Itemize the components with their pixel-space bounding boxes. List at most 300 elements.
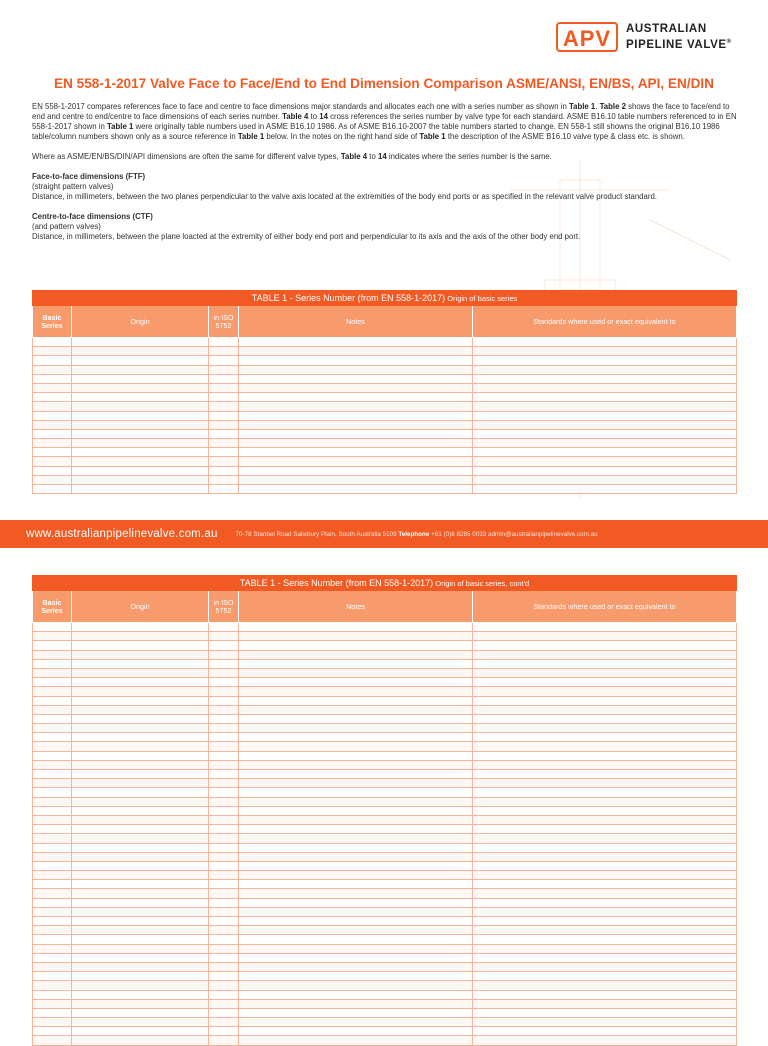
logo-mark: APV [556, 22, 618, 52]
table-row [33, 678, 737, 687]
table-row [33, 687, 737, 696]
table-cell [239, 338, 473, 347]
table-cell [33, 687, 72, 696]
footer-bar [0, 520, 768, 548]
table-cell [33, 623, 72, 632]
table-cell [72, 907, 209, 916]
table-cell [239, 733, 473, 742]
table-cell [209, 935, 239, 944]
table-cell [473, 623, 737, 632]
intro-paragraph-2: Where as ASME/EN/BS/DIN/API dimensions are often the same for different valve types, Table 4 to 14 indicates where the series number is the same. [32, 152, 552, 161]
table-cell [239, 485, 473, 494]
table-cell [209, 815, 239, 824]
table-cell [33, 779, 72, 788]
table-cell [239, 687, 473, 696]
table-cell [473, 999, 737, 1008]
table-cell [473, 815, 737, 824]
table-cell [209, 999, 239, 1008]
table-cell [209, 1018, 239, 1027]
table-cell [33, 439, 72, 448]
table-cell [209, 751, 239, 760]
table-row [33, 457, 737, 466]
table-cell [473, 411, 737, 420]
table-cell [473, 714, 737, 723]
table-cell [72, 466, 209, 475]
table-cell [72, 448, 209, 457]
table-cell [209, 383, 239, 392]
table-row [33, 760, 737, 769]
table-cell [239, 935, 473, 944]
table-row [33, 935, 737, 944]
table-cell [209, 485, 239, 494]
table-cell [473, 457, 737, 466]
table-cell [209, 898, 239, 907]
table-cell [239, 678, 473, 687]
table-cell [33, 797, 72, 806]
table-cell [209, 411, 239, 420]
table-row [33, 705, 737, 714]
table-cell [33, 632, 72, 641]
table-row [33, 788, 737, 797]
table-cell [473, 347, 737, 356]
table-cell [209, 457, 239, 466]
table-cell [209, 632, 239, 641]
table-cell [209, 623, 239, 632]
table-cell [72, 797, 209, 806]
table-row [33, 797, 737, 806]
table-cell [239, 834, 473, 843]
table-cell [33, 420, 72, 429]
table-cell [33, 880, 72, 889]
table-cell [72, 981, 209, 990]
table-cell [239, 374, 473, 383]
col-origin: Origin [72, 306, 209, 338]
table-cell [239, 770, 473, 779]
table-cell [33, 659, 72, 668]
table-cell [239, 641, 473, 650]
table-cell [33, 448, 72, 457]
table-row [33, 356, 737, 365]
table-cell [33, 485, 72, 494]
table-cell [239, 439, 473, 448]
table-cell [72, 880, 209, 889]
table-cell [473, 972, 737, 981]
table-cell [473, 402, 737, 411]
table-cell [33, 714, 72, 723]
table-row [33, 650, 737, 659]
table-cell [209, 770, 239, 779]
table-cell [209, 1008, 239, 1017]
table-cell [72, 356, 209, 365]
table-cell [209, 650, 239, 659]
table-cell [33, 760, 72, 769]
table-cell [239, 797, 473, 806]
table-cell [33, 834, 72, 843]
table-cell [473, 944, 737, 953]
table-cell [33, 935, 72, 944]
table-cell [72, 843, 209, 852]
table-cell [33, 981, 72, 990]
table-cell [209, 429, 239, 438]
table-row [33, 402, 737, 411]
ctf-heading: Centre-to-face dimensions (CTF) [32, 212, 153, 221]
table-cell [239, 999, 473, 1008]
table-cell [239, 365, 473, 374]
table-cell [33, 641, 72, 650]
ftf-subheading: (straight pattern valves) [32, 182, 114, 191]
table-cell [72, 485, 209, 494]
table-cell [72, 678, 209, 687]
table-cell [209, 714, 239, 723]
table-row [33, 696, 737, 705]
table-cell [473, 1018, 737, 1027]
table-cell [33, 852, 72, 861]
website-link[interactable]: www.australianpipelinevalve.com.au [26, 528, 218, 540]
table-cell [209, 917, 239, 926]
table-row [33, 751, 737, 760]
intro-paragraph-1: EN 558-1-2017 compares references face to face and centre to face dimensions major standards and allocates each one with a series number as shown in Table 1. Table 2 shows the face to face/end to end and centre to end/centre to face dimensions of each series number. Table 4 to 14 cross references the series number by valve type for each standard. ASME B16.10 table numbers referenced to in EN 558-1-2017 shown in Table 1 were originally table numbers used in ASME B16.10 1986. As of ASME B16.10-2007 the table numbers started to change. EN 558-1 still showns the original B16.10 1986 table/column numbers shown only as a source reference in Table 1 below. In the notes on the right hand side of Table 1 the description of the ASME B16.10 valve type & class etc. is shown. [32, 102, 737, 141]
table-row [33, 347, 737, 356]
table-cell [209, 448, 239, 457]
ftf-heading: Face-to-face dimensions (FTF) [32, 172, 146, 181]
table-row [33, 1008, 737, 1017]
table-cell [33, 843, 72, 852]
table-cell [239, 668, 473, 677]
table-cell [209, 825, 239, 834]
table-row [33, 917, 737, 926]
table-cell [72, 439, 209, 448]
table-cell [72, 714, 209, 723]
table-cell [72, 659, 209, 668]
table-cell [473, 705, 737, 714]
table-cell [473, 429, 737, 438]
table-cell [239, 632, 473, 641]
table-row [33, 659, 737, 668]
table-cell [33, 1018, 72, 1027]
table-cell [473, 1027, 737, 1036]
table-cell [239, 1036, 473, 1045]
table-row [33, 466, 737, 475]
table-cell [239, 806, 473, 815]
table-cell [72, 365, 209, 374]
table-cell [209, 1036, 239, 1045]
ctf-definition [32, 212, 737, 242]
table-cell [72, 347, 209, 356]
table-cell [33, 770, 72, 779]
table-cell [239, 861, 473, 870]
table-cell [33, 1036, 72, 1045]
table-cell [33, 696, 72, 705]
table-cell [33, 429, 72, 438]
table-cell [209, 475, 239, 484]
series-table-2 [32, 575, 737, 1046]
table-cell [239, 659, 473, 668]
table-cell [72, 999, 209, 1008]
table-cell [473, 990, 737, 999]
table-cell [473, 751, 737, 760]
table-cell [239, 788, 473, 797]
table-cell [239, 402, 473, 411]
table-header-row [33, 306, 737, 338]
table-cell [209, 466, 239, 475]
col-basic-series: Basic Series [33, 591, 72, 623]
table-row [33, 641, 737, 650]
table-cell [33, 871, 72, 880]
table-cell [72, 742, 209, 751]
table-cell [239, 724, 473, 733]
table-cell [72, 733, 209, 742]
table-cell [473, 650, 737, 659]
table-cell [209, 760, 239, 769]
table-row [33, 852, 737, 861]
table-cell [239, 475, 473, 484]
table-cell [72, 926, 209, 935]
table-cell [239, 623, 473, 632]
table-cell [209, 393, 239, 402]
table-row [33, 338, 737, 347]
page-title: EN 558-1-2017 Valve Face to Face/End to End Dimension Comparison ASME/ANSI, EN/BS, API, EN/DIN [54, 76, 714, 91]
table-cell [239, 1008, 473, 1017]
table-cell [473, 696, 737, 705]
table-cell [72, 705, 209, 714]
table-cell [473, 889, 737, 898]
table-cell [473, 843, 737, 852]
table-cell [239, 696, 473, 705]
table-cell [239, 1027, 473, 1036]
table-cell [239, 917, 473, 926]
table-cell [72, 972, 209, 981]
col-notes: Notes [239, 591, 473, 623]
table-row [33, 880, 737, 889]
table-cell [239, 898, 473, 907]
table-cell [473, 880, 737, 889]
table-cell [33, 733, 72, 742]
table-cell [473, 641, 737, 650]
table-cell [209, 806, 239, 815]
table-cell [239, 705, 473, 714]
table-cell [473, 393, 737, 402]
table-cell [239, 383, 473, 392]
table-row [33, 714, 737, 723]
table-row [33, 999, 737, 1008]
table-cell [33, 668, 72, 677]
contact-info: 70-78 Stanbel Road Salisbury Plain, South Australia 5109 Telephone +61 (0)8 8285 0033 admin@australianpipelinevalve.com.au [235, 530, 598, 538]
table-cell [72, 632, 209, 641]
table-cell [473, 733, 737, 742]
ctf-text: Distance, in millimeters, between the plane loacted at the extremity of either body end port and perpendicular to its axis and the axis of the other body end port. [32, 232, 581, 241]
table-cell [239, 843, 473, 852]
table-cell [239, 825, 473, 834]
table-cell [72, 623, 209, 632]
table-cell [33, 1027, 72, 1036]
table-cell [473, 687, 737, 696]
table-cell [33, 889, 72, 898]
table-row [33, 623, 737, 632]
table-cell [33, 338, 72, 347]
table-row [33, 393, 737, 402]
table-cell [72, 393, 209, 402]
table-row [33, 815, 737, 824]
table-cell [473, 953, 737, 962]
table-cell [33, 751, 72, 760]
table-row [33, 1027, 737, 1036]
table-cell [473, 871, 737, 880]
table-cell [72, 457, 209, 466]
table-cell [33, 861, 72, 870]
col-basic-series: Basic Series [33, 306, 72, 338]
table-cell [239, 1018, 473, 1027]
table-cell [72, 475, 209, 484]
table-cell [239, 944, 473, 953]
table-cell [33, 475, 72, 484]
ftf-text: Distance, in millimeters, between the two planes perpendicular to the valve axis located at the extremities of the body end ports or as specified in the relevant valve product standard. [32, 192, 657, 201]
table-cell [239, 751, 473, 760]
table-cell [33, 815, 72, 824]
table-cell [72, 990, 209, 999]
table-cell [72, 1008, 209, 1017]
table-cell [473, 907, 737, 916]
table-cell [239, 953, 473, 962]
table-row [33, 448, 737, 457]
table-cell [473, 383, 737, 392]
table-cell [239, 852, 473, 861]
table-row [33, 770, 737, 779]
table-row [33, 429, 737, 438]
table-cell [473, 898, 737, 907]
table-cell [473, 356, 737, 365]
table-cell [209, 861, 239, 870]
table-cell [72, 687, 209, 696]
table-cell [473, 861, 737, 870]
table-cell [209, 659, 239, 668]
series-table-1 [32, 290, 737, 494]
table-row [33, 981, 737, 990]
table-cell [33, 953, 72, 962]
table-cell [473, 834, 737, 843]
table-cell [33, 944, 72, 953]
table-cell [72, 944, 209, 953]
table-cell [209, 843, 239, 852]
table-cell [72, 1036, 209, 1045]
table-cell [209, 880, 239, 889]
logo-line-1: AUSTRALIAN [626, 22, 707, 35]
table-cell [72, 760, 209, 769]
table-cell [239, 457, 473, 466]
table-row [33, 724, 737, 733]
table-row [33, 475, 737, 484]
table-cell [473, 797, 737, 806]
table-cell [239, 990, 473, 999]
table-cell [209, 990, 239, 999]
table-cell [72, 641, 209, 650]
table-row [33, 411, 737, 420]
table-cell [239, 714, 473, 723]
table-cell [473, 760, 737, 769]
table-cell [239, 466, 473, 475]
table-cell [209, 953, 239, 962]
table-row [33, 861, 737, 870]
intro-text [32, 102, 737, 242]
table-cell [473, 825, 737, 834]
table-cell [33, 990, 72, 999]
table-cell [209, 420, 239, 429]
table-cell [209, 907, 239, 916]
table-caption: TABLE 1 - Series Number (from EN 558-1-2017) Origin of basic series, cont'd [33, 576, 737, 591]
table-cell [33, 402, 72, 411]
table-cell [72, 825, 209, 834]
table-cell [33, 466, 72, 475]
table-row [33, 365, 737, 374]
table-cell [209, 788, 239, 797]
table-cell [72, 935, 209, 944]
table-row [33, 825, 737, 834]
table-cell [209, 797, 239, 806]
table-row [33, 889, 737, 898]
table-row [33, 668, 737, 677]
table-row [33, 485, 737, 494]
table-cell [33, 356, 72, 365]
table-cell [72, 898, 209, 907]
table-cell [239, 889, 473, 898]
table-cell [33, 1008, 72, 1017]
table-row [33, 1036, 737, 1045]
table-cell [239, 880, 473, 889]
table-cell [72, 751, 209, 760]
col-notes: Notes [239, 306, 473, 338]
table-cell [473, 475, 737, 484]
table-cell [209, 439, 239, 448]
table-cell [33, 917, 72, 926]
table-cell [72, 1018, 209, 1027]
table-cell [33, 806, 72, 815]
table-cell [209, 402, 239, 411]
table-row [33, 871, 737, 880]
logo-wordmark [626, 23, 732, 52]
table-cell [209, 944, 239, 953]
table-cell [33, 705, 72, 714]
table-cell [473, 770, 737, 779]
table-cell [239, 429, 473, 438]
table-row [33, 898, 737, 907]
table-cell [473, 466, 737, 475]
apv-logo [556, 22, 732, 52]
table-cell [239, 981, 473, 990]
table-cell [209, 834, 239, 843]
table-cell [33, 393, 72, 402]
table-row [33, 944, 737, 953]
table-cell [33, 650, 72, 659]
table-cell [72, 953, 209, 962]
table-cell [33, 999, 72, 1008]
table-cell [473, 678, 737, 687]
table-cell [33, 347, 72, 356]
table-cell [33, 678, 72, 687]
table-cell [72, 650, 209, 659]
table-cell [209, 852, 239, 861]
table-row [33, 632, 737, 641]
table-cell [33, 788, 72, 797]
col-origin: Origin [72, 591, 209, 623]
table-row [33, 953, 737, 962]
email-link[interactable]: admin@australianpipelinevalve.com.au [488, 530, 598, 538]
table-cell [209, 338, 239, 347]
table-cell [72, 429, 209, 438]
table-cell [33, 825, 72, 834]
col-standards: Standards where used or exact equivalent to [473, 306, 737, 338]
table-cell [473, 742, 737, 751]
table-cell [473, 935, 737, 944]
table-cell [209, 926, 239, 935]
